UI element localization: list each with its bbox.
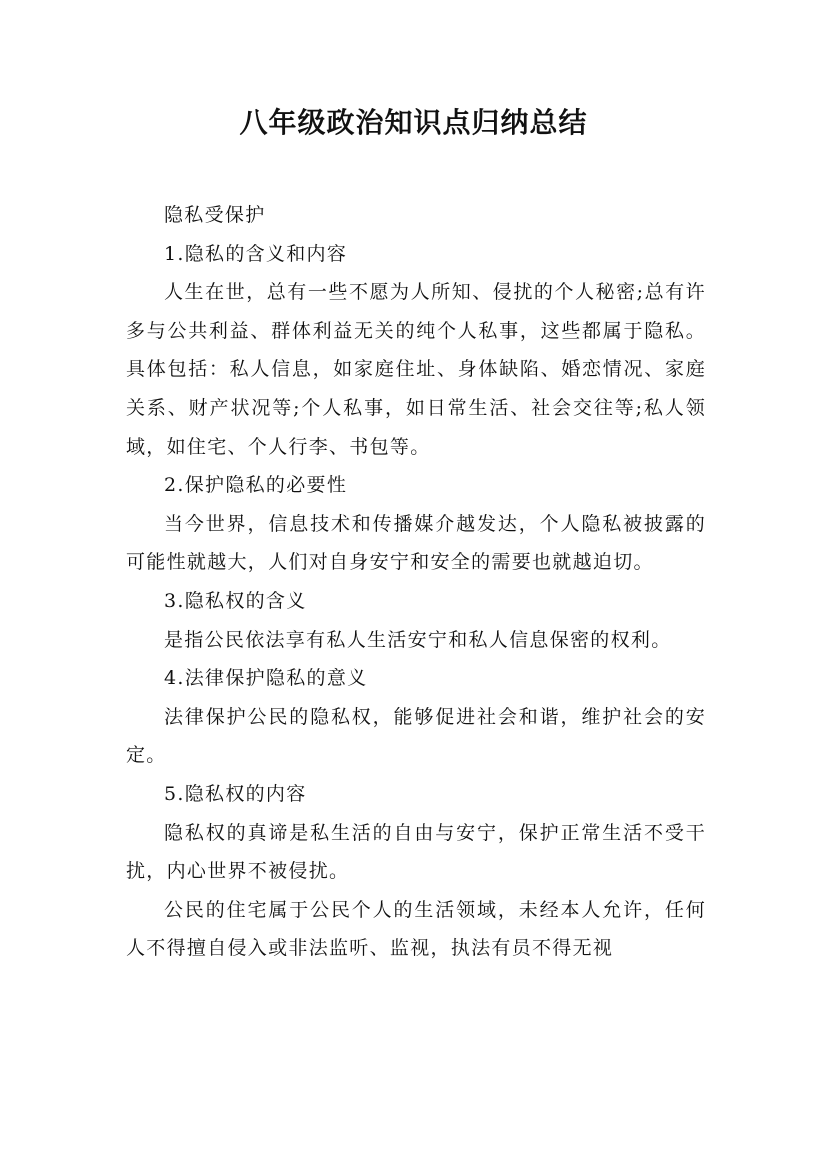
subheading-privacy-necessity: 2.保护隐私的必要性 — [164, 474, 348, 497]
paragraph-residence-protection: 公民的住宅属于公民个人的生活领域，未经本人允许，任何人不得擅自侵入或非法监听、监视，执法有员不得无视 — [126, 898, 706, 960]
document-body — [126, 196, 706, 968]
paragraph-privacy-meaning: 人生在世，总有一些不愿为人所知、侵扰的个人秘密;总有许多与公共利益、群体利益无关的纯个人私事，这些都属于隐私。具体包括：私人信息，如家庭住址、身体缺陷、婚恋情况、家庭关系、财产状况等;个人私事，如日常生活、社会交往等;私人领域，如住宅、个人行李、书包等。 — [126, 281, 706, 458]
paragraph-legal-protection-significance: 法律保护公民的隐私权，能够促进社会和谐，维护社会的安定。 — [126, 705, 706, 767]
subheading-privacy-meaning: 1.隐私的含义和内容 — [164, 242, 348, 265]
paragraph-privacy-right-essence: 隐私权的真谛是私生活的自由与安宁，保护正常生活不受干扰，内心世界不被侵扰。 — [126, 821, 706, 883]
subheading-legal-protection-significance: 4.法律保护隐私的意义 — [164, 667, 368, 690]
subheading-privacy-right-content: 5.隐私权的内容 — [164, 782, 307, 805]
section-heading-privacy: 隐私受保护 — [164, 204, 266, 226]
subheading-privacy-right-meaning: 3.隐私权的含义 — [164, 589, 307, 612]
paragraph-privacy-necessity: 当今世界，信息技术和传播媒介越发达，个人隐私被披露的可能性就越大，人们对自身安宁和安全的需要也就越迫切。 — [126, 512, 706, 574]
paragraph-privacy-right-meaning: 是指公民依法享有私人生活安宁和私人信息保密的权利。 — [164, 628, 672, 651]
document-title: 八年级政治知识点归纳总结 — [239, 106, 588, 139]
